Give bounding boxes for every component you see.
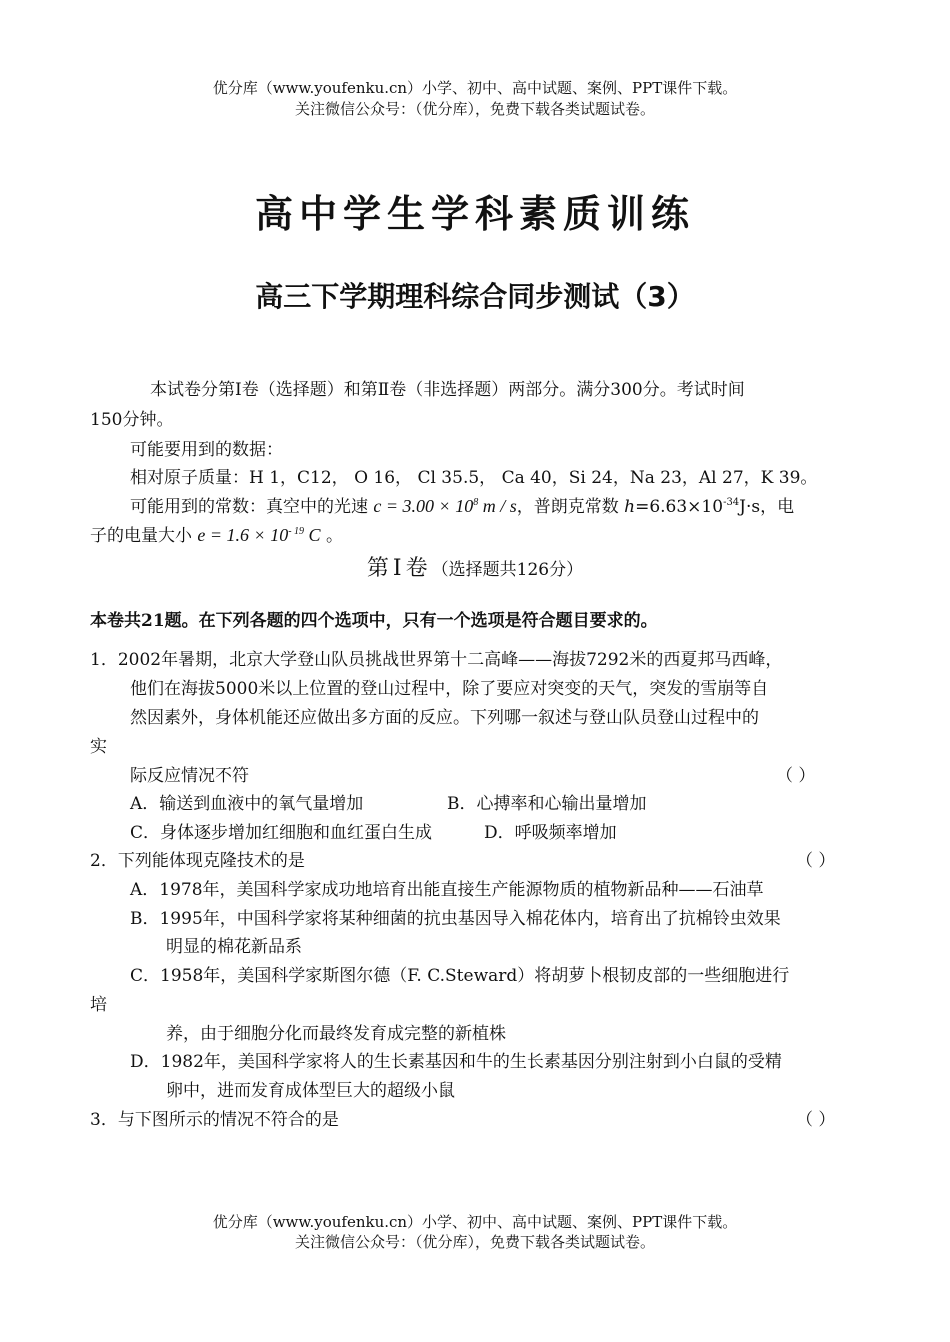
data-label: 可能要用到的数据：: [130, 440, 283, 460]
charge-line: [90, 523, 343, 548]
q3-stem: 3．与下图所示的情况不符合的是: [90, 1110, 339, 1130]
intro-line-2: 150分钟。: [90, 410, 174, 430]
q2-option-d-line-1: D．1982年，美国科学家将人的生长素基因和牛的生长素基因分别注射到小白鼠的受精: [130, 1052, 782, 1072]
instruction: 本卷共21题。在下列各题的四个选项中，只有一个选项是符合题目要求的。: [90, 611, 658, 631]
electron-charge: $e = 1.6 \times 10^{- 19}$ C: [197, 525, 321, 545]
q2-option-b-line-2: 明显的棉花新品系: [166, 937, 302, 957]
atomic-mass: 相对原子质量：H 1，C12， O 16， Cl 35.5， Ca 40，Si 24，Na 23，Al 27，K 39。: [130, 468, 818, 488]
footer-line-1: 优分库（www.youfenku.cn）小学、初中、高中试题、案例、PPT课件下载。: [212, 1213, 738, 1231]
section-note: （选择题共126分）: [431, 560, 584, 580]
q1-line-5: 际反应情况不符: [130, 766, 249, 786]
q2-option-c-line-1: C．1958年，美国科学家斯图尔德（F. C.Steward）将胡萝卜根韧皮部的一些细胞进行: [130, 966, 790, 986]
q2-option-b-line-1: B．1995年，中国科学家将某种细菌的抗虫基因导入棉花体内，培育出了抗棉铃虫效果: [130, 909, 781, 929]
q1-line-2: 他们在海拔5000米以上位置的登山过程中，除了要应对突变的天气，突发的雪崩等自: [130, 679, 769, 699]
q2-answer-bracket: （ ）: [796, 851, 836, 871]
constants-line: [130, 494, 794, 519]
q2-stem: 2．下列能体现克隆技术的是: [90, 851, 305, 871]
charge-prefix: 子的电量大小: [90, 526, 192, 546]
footer-line-2: 关注微信公众号：（优分库），免费下载各类试题试卷。: [294, 1233, 655, 1251]
charge-end: 。: [325, 526, 343, 546]
planck-constant: $h=6.63\times 10^{-34}J\cdot s$，电: [624, 497, 795, 517]
page-subtitle: 高三下学期理科综合同步测试（3）: [255, 280, 695, 313]
page-title: 高中学生学科素质训练: [254, 192, 695, 236]
header-line-2: 关注微信公众号：（优分库），免费下载各类试题试卷。: [294, 100, 655, 118]
q2-option-a: A．1978年，美国科学家成功地培育出能直接生产能源物质的植物新品种——石油草: [130, 880, 764, 900]
q2-option-c-line-3: 养，由于细胞分化而最终发育成完整的新植株: [166, 1024, 506, 1044]
q1-line-1: 1．2002年暑期，北京大学登山队员挑战世界第十二高峰——海拔7292米的西夏邦马西峰，: [90, 650, 783, 670]
section-title: 第Ⅰ卷: [366, 556, 432, 581]
planck-prefix: ，普朗克常数: [516, 497, 619, 517]
q1-option-d: D．呼吸频率增加: [484, 823, 617, 843]
constants-prefix: 可能用到的常数：真空中的光速: [130, 497, 368, 517]
q2-option-c-line-2: 培: [90, 995, 107, 1015]
intro-line-1: 本试卷分第Ⅰ卷（选择题）和第Ⅱ卷（非选择题）两部分。满分300分。考试时间: [150, 380, 745, 400]
light-speed: $c = 3.00 \times 10^8$ m / s: [373, 496, 517, 516]
section-heading: [0, 551, 950, 582]
q2-option-d-line-2: 卵中，进而发育成体型巨大的超级小鼠: [166, 1081, 455, 1101]
header-line-1: 优分库（www.youfenku.cn）小学、初中、高中试题、案例、PPT课件下载。: [212, 79, 738, 97]
q1-option-b: B．心搏率和心输出量增加: [447, 794, 647, 814]
q1-option-a: A．输送到血液中的氧气量增加: [130, 794, 364, 814]
q1-option-c: C．身体逐步增加红细胞和血红蛋白生成: [130, 823, 433, 843]
q1-line-4: 实: [90, 737, 107, 757]
q1-answer-bracket: （ ）: [776, 766, 816, 786]
q1-line-3: 然因素外，身体机能还应做出多方面的反应。下列哪一叙述与登山队员登山过程中的: [130, 708, 759, 728]
q3-answer-bracket: （ ）: [796, 1110, 836, 1130]
